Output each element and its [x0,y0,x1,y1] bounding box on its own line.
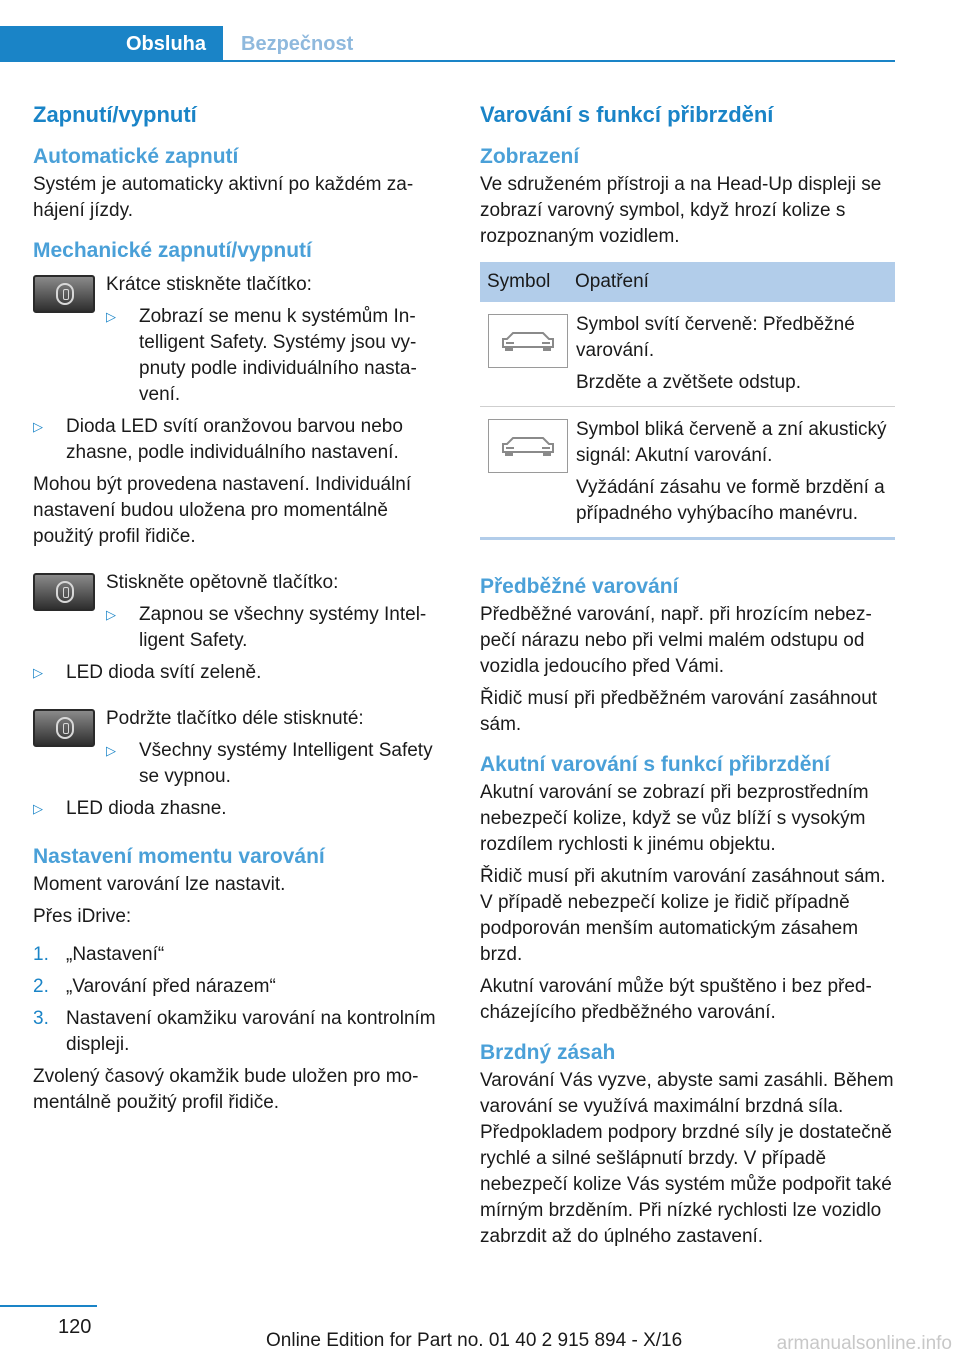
symbol-table [480,262,895,540]
bullet-triangle-icon: ▷ [106,743,116,758]
tab-obsluha[interactable]: Obsluha [0,26,223,62]
button-instruction-hold [33,706,447,790]
pre-text-2: Řidič musí při předběžném varování zasáhnout sám. [480,688,878,735]
row2-action-a: Symbol bliká červeně a zní akustický signál: Akutní varování. [576,419,887,466]
row2-action-b: Vyžádání zásahu ve formě brzdění a případného vyhýbacího manévru. [576,477,885,524]
list-item: 1. „Nastavení“ [33,944,165,965]
car-warning-icon [488,419,568,473]
table-row [480,302,895,407]
press-hold-text: Podržte tlačítko déle stisknuté: [106,708,364,729]
display-text: Ve sdruženém přístroji a na Head-Up displeji se zobrazí varovný symbol, když hrozí kolize s rozpoznaným vozidlem. [480,174,882,247]
page-number: 120 [58,1316,92,1338]
press-short-text: Krátce stiskněte tlačítko: [106,274,312,295]
list-item: 3. Nastavení okamžiku varování na kontrolním displeji. [33,1008,436,1055]
press-again-text: Stiskněte opětovně tlačítko: [106,572,339,593]
heading-warning-moment: Nastavení momentu varování [33,845,325,868]
list-item: ▷ Zobrazí se menu k systémům Intelligent Safety. Systémy jsou vypnuty podle individuálního nastavení. [106,306,417,405]
footer-line [0,1305,97,1307]
table-row [480,407,895,539]
intelligent-safety-button-icon [33,573,95,611]
heading-acute-warning: Akutní varování s funkcí přibrzdění [480,753,831,776]
table-header [480,262,895,302]
bullet-triangle-icon: ▷ [33,419,43,434]
acute-text-3: Akutní varování může být spuštěno i bez předcházejícího předběžného varování. [480,976,872,1023]
heading-auto-on: Automatické zapnutí [33,145,239,168]
intelligent-safety-button-icon [33,709,95,747]
heading-brake-intervention: Brzdný zásah [480,1041,616,1064]
row1-action-b: Brzděte a zvětšete odstup. [576,372,801,393]
heading-pre-warning: Předběžné varování [480,575,679,598]
intelligent-safety-button-icon [33,275,95,313]
saved-text: Zvolený časový okamžik bude uložen pro momentálně použitý profil řidiče. [33,1066,419,1113]
pre-text-1: Předběžné varování, např. při hrozícím nebezpečí nárazu nebo při velmi malém odstupu od vozidla jedoucího před Vámi. [480,604,872,677]
auto-on-text: Systém je automaticky aktivní po každém zahájení jízdy. [33,174,414,221]
section-title-braking-warning: Varování s funkcí přibrzdění [480,102,774,127]
row1-action-a: Symbol svítí červeně: Předběžné varování. [576,314,855,361]
list-item: ▷ Dioda LED svítí oranžovou barvou nebo zhasne, podle individuálního nastavení. [33,416,403,463]
brake-text: Varování Vás vyzve, abyste sami zasáhli. Během varování se využívá maximální brzdná síla. Předpokladem podpory brzdné síly je dostatečně rychlé a silné sešlápnutí brzdy. V případě nebezpečí kolize Vás systém může podpořit také mírným brzděním. Při nízké rychlosti lze vozidlo zabrzdit až do úplného zastavení. [480,1070,894,1247]
list-item: ▷ LED dioda svítí zeleně. [33,660,447,686]
button-instruction-short [33,272,447,408]
bullet-triangle-icon: ▷ [106,309,116,324]
acute-text-1: Akutní varování se zobrazí při bezprostředním nebezpečí kolize, když se vůz blíží s vysokým rozdílem rychlosti k jinému objektu. [480,782,869,855]
watermark: armanualsonline.info [776,1333,952,1354]
bullet-triangle-icon: ▷ [33,665,43,680]
list-item: ▷ Zapnou se všechny systémy Intelligent Safety. [106,604,427,651]
bullet-triangle-icon: ▷ [33,801,43,816]
idrive-text: Přes iDrive: [33,906,132,927]
button-instruction-again [33,570,447,654]
section-title-on-off: Zapnutí/vypnutí [33,102,197,127]
tab-bezpecnost[interactable]: Bezpečnost [241,33,354,55]
col-action: Opatření [568,262,895,302]
heading-display: Zobrazení [480,145,580,168]
tab-underline [0,60,895,62]
heading-mech-on-off: Mechanické zapnutí/vypnutí [33,239,312,262]
moment-text: Moment varování lze nastavit. [33,874,286,895]
bullet-triangle-icon: ▷ [106,607,116,622]
list-item: ▷ LED dioda zhasne. [33,796,447,822]
car-warning-icon [488,314,568,368]
list-item: ▷ Všechny systémy Intelligent Safety se vypnou. [106,740,433,787]
col-symbol: Symbol [480,262,568,302]
list-item: 2. „Varování před nárazem“ [33,976,276,997]
right-column [480,100,895,1250]
left-column [33,100,447,1116]
acute-text-2: Řidič musí při akutním varování zasáhnout sám. V případě nebezpečí kolize je řidič případně podporován menším automatickým zásahem brzd. [480,866,886,965]
settings-text: Mohou být provedena nastavení. Individuální nastavení budou uložena pro momentálně použitý profil řidiče. [33,474,412,547]
edition-text: Online Edition for Part no. 01 40 2 915 894 - X/16 [266,1330,683,1351]
